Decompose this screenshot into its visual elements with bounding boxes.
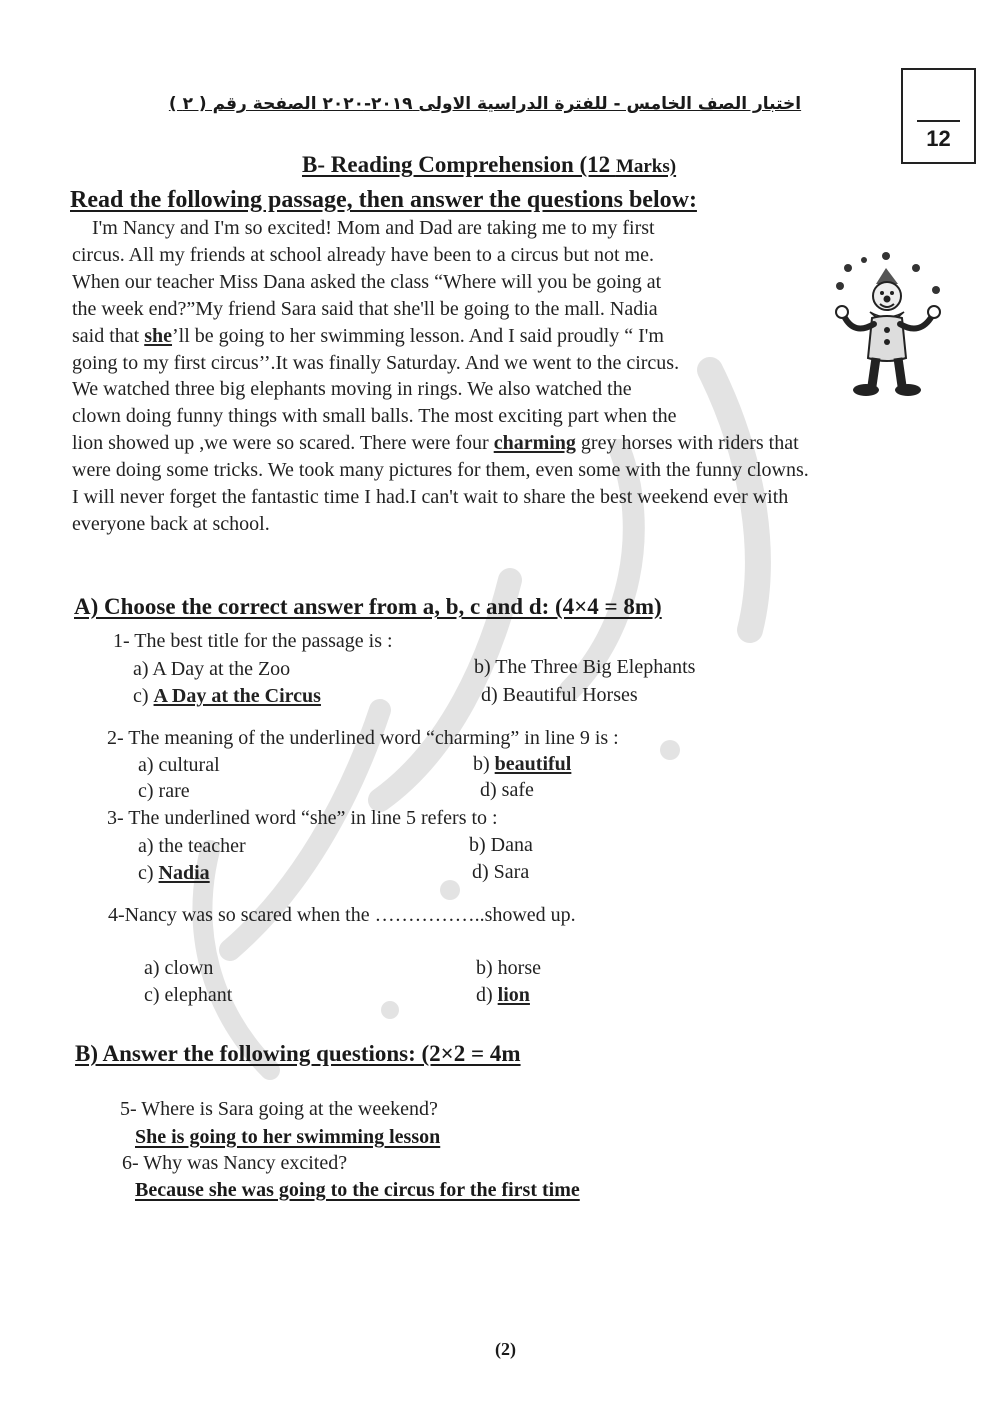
- option-prefix: d): [476, 984, 498, 1006]
- passage-instruction: Read the following passage, then answer the questions below:: [70, 187, 697, 213]
- passage-line: [72, 323, 809, 350]
- question-3-correct-answer: Nadia: [158, 862, 210, 884]
- question-1-option-d: d) Beautiful Horses: [481, 684, 638, 706]
- question-2-option-c: c) rare: [138, 780, 190, 802]
- passage-line: We watched three big elephants moving in rings. We also watched the: [72, 378, 632, 401]
- option-prefix: c): [138, 862, 159, 884]
- part-a-heading: A) Choose the correct answer from a, b, c and d: (4×4 = 8m): [74, 594, 662, 619]
- question-3-option-d: d) Sara: [472, 861, 530, 883]
- passage-line: everyone back at school.: [72, 512, 270, 535]
- question-3-option-b: b) Dana: [469, 834, 533, 856]
- section-title-main: B- Reading Comprehension (12: [302, 152, 616, 177]
- question-3-option-c: [138, 862, 210, 885]
- passage-line: I'm Nancy and I'm so excited! Mom and Dad are taking me to my first: [92, 217, 655, 239]
- question-5-answer: She is going to her swimming lesson: [135, 1126, 441, 1148]
- passage-line-part: lion showed up ,we were so scared. There were four: [72, 432, 494, 455]
- arabic-exam-header: اختبار الصف الخامس - للفترة الدراسية الاولى ٢٠١٩-٢٠٢٠ الصفحة رقم ( ٢ ): [168, 94, 802, 114]
- reading-passage: [72, 215, 809, 538]
- underlined-word-charming: charming: [493, 432, 576, 455]
- question-6-answer: Because she was going to the circus for the first time: [135, 1179, 580, 1201]
- section-title-marks: Marks): [615, 156, 677, 177]
- option-prefix: b): [473, 753, 495, 775]
- question-4-option-d: [476, 984, 530, 1007]
- part-b-heading: B) Answer the following questions: (2×2 = 4m: [75, 1041, 521, 1066]
- question-2-option-a: a) cultural: [138, 754, 220, 776]
- passage-line: clown doing funny things with small balls. The most exciting part when the: [72, 405, 677, 428]
- option-prefix: c): [133, 685, 154, 707]
- passage-line-part: said that: [72, 324, 145, 347]
- score-box: [901, 68, 976, 164]
- question-1-option-c: [133, 685, 321, 708]
- question-4-option-b: b) horse: [476, 957, 541, 979]
- passage-line-part: ’ll be going to her swimming lesson. And I said proudly “ I'm: [172, 324, 664, 347]
- question-4-correct-answer: lion: [497, 984, 530, 1006]
- question-3-stem: 3- The underlined word “she” in line 5 refers to :: [107, 807, 498, 829]
- passage-line-part: grey horses with riders that: [575, 432, 799, 455]
- question-4-option-a: a) clown: [144, 957, 214, 979]
- question-5-stem: 5- Where is Sara going at the weekend?: [120, 1098, 438, 1120]
- passage-line: the week end?”My friend Sara said that she'll be going to the mall. Nadia: [72, 297, 658, 320]
- question-2-option-d: d) safe: [480, 779, 534, 801]
- page-number: (2): [495, 1339, 516, 1359]
- question-4-stem: 4-Nancy was so scared when the ……………..showed up.: [108, 904, 576, 926]
- question-6-stem: 6- Why was Nancy excited?: [122, 1152, 348, 1174]
- question-3-option-a: a) the teacher: [138, 835, 246, 857]
- passage-line: When our teacher Miss Dana asked the class “Where will you be going at: [72, 270, 662, 293]
- passage-line: going to my first circus’’.It was finally Saturday. And we went to the circus.: [72, 351, 680, 374]
- question-2-option-b: [473, 753, 571, 776]
- question-4-option-c: c) elephant: [144, 984, 233, 1006]
- passage-line: were doing some tricks. We took many pictures for them, even some with the funny clowns.: [72, 459, 809, 482]
- score-divider: [917, 120, 960, 122]
- passage-line: [72, 430, 809, 457]
- question-1-correct-answer: A Day at the Circus: [153, 685, 321, 707]
- question-1-option-b: b) The Three Big Elephants: [474, 656, 696, 678]
- question-2-correct-answer: beautiful: [494, 753, 572, 775]
- passage-line: I will never forget the fantastic time I had.I can't wait to share the best weekend ever with: [72, 486, 789, 509]
- passage-line: circus. All my friends at school already have been to a circus but not me.: [72, 243, 655, 266]
- question-1-option-a: a) A Day at the Zoo: [133, 658, 291, 680]
- question-2-stem: 2- The meaning of the underlined word “charming” in line 9 is :: [107, 727, 619, 749]
- underlined-word-she: she: [144, 324, 173, 347]
- score-value: 12: [926, 126, 951, 151]
- question-1-stem: 1- The best title for the passage is :: [113, 630, 393, 652]
- juggling-clown-image: [824, 246, 952, 400]
- section-title: [302, 152, 676, 178]
